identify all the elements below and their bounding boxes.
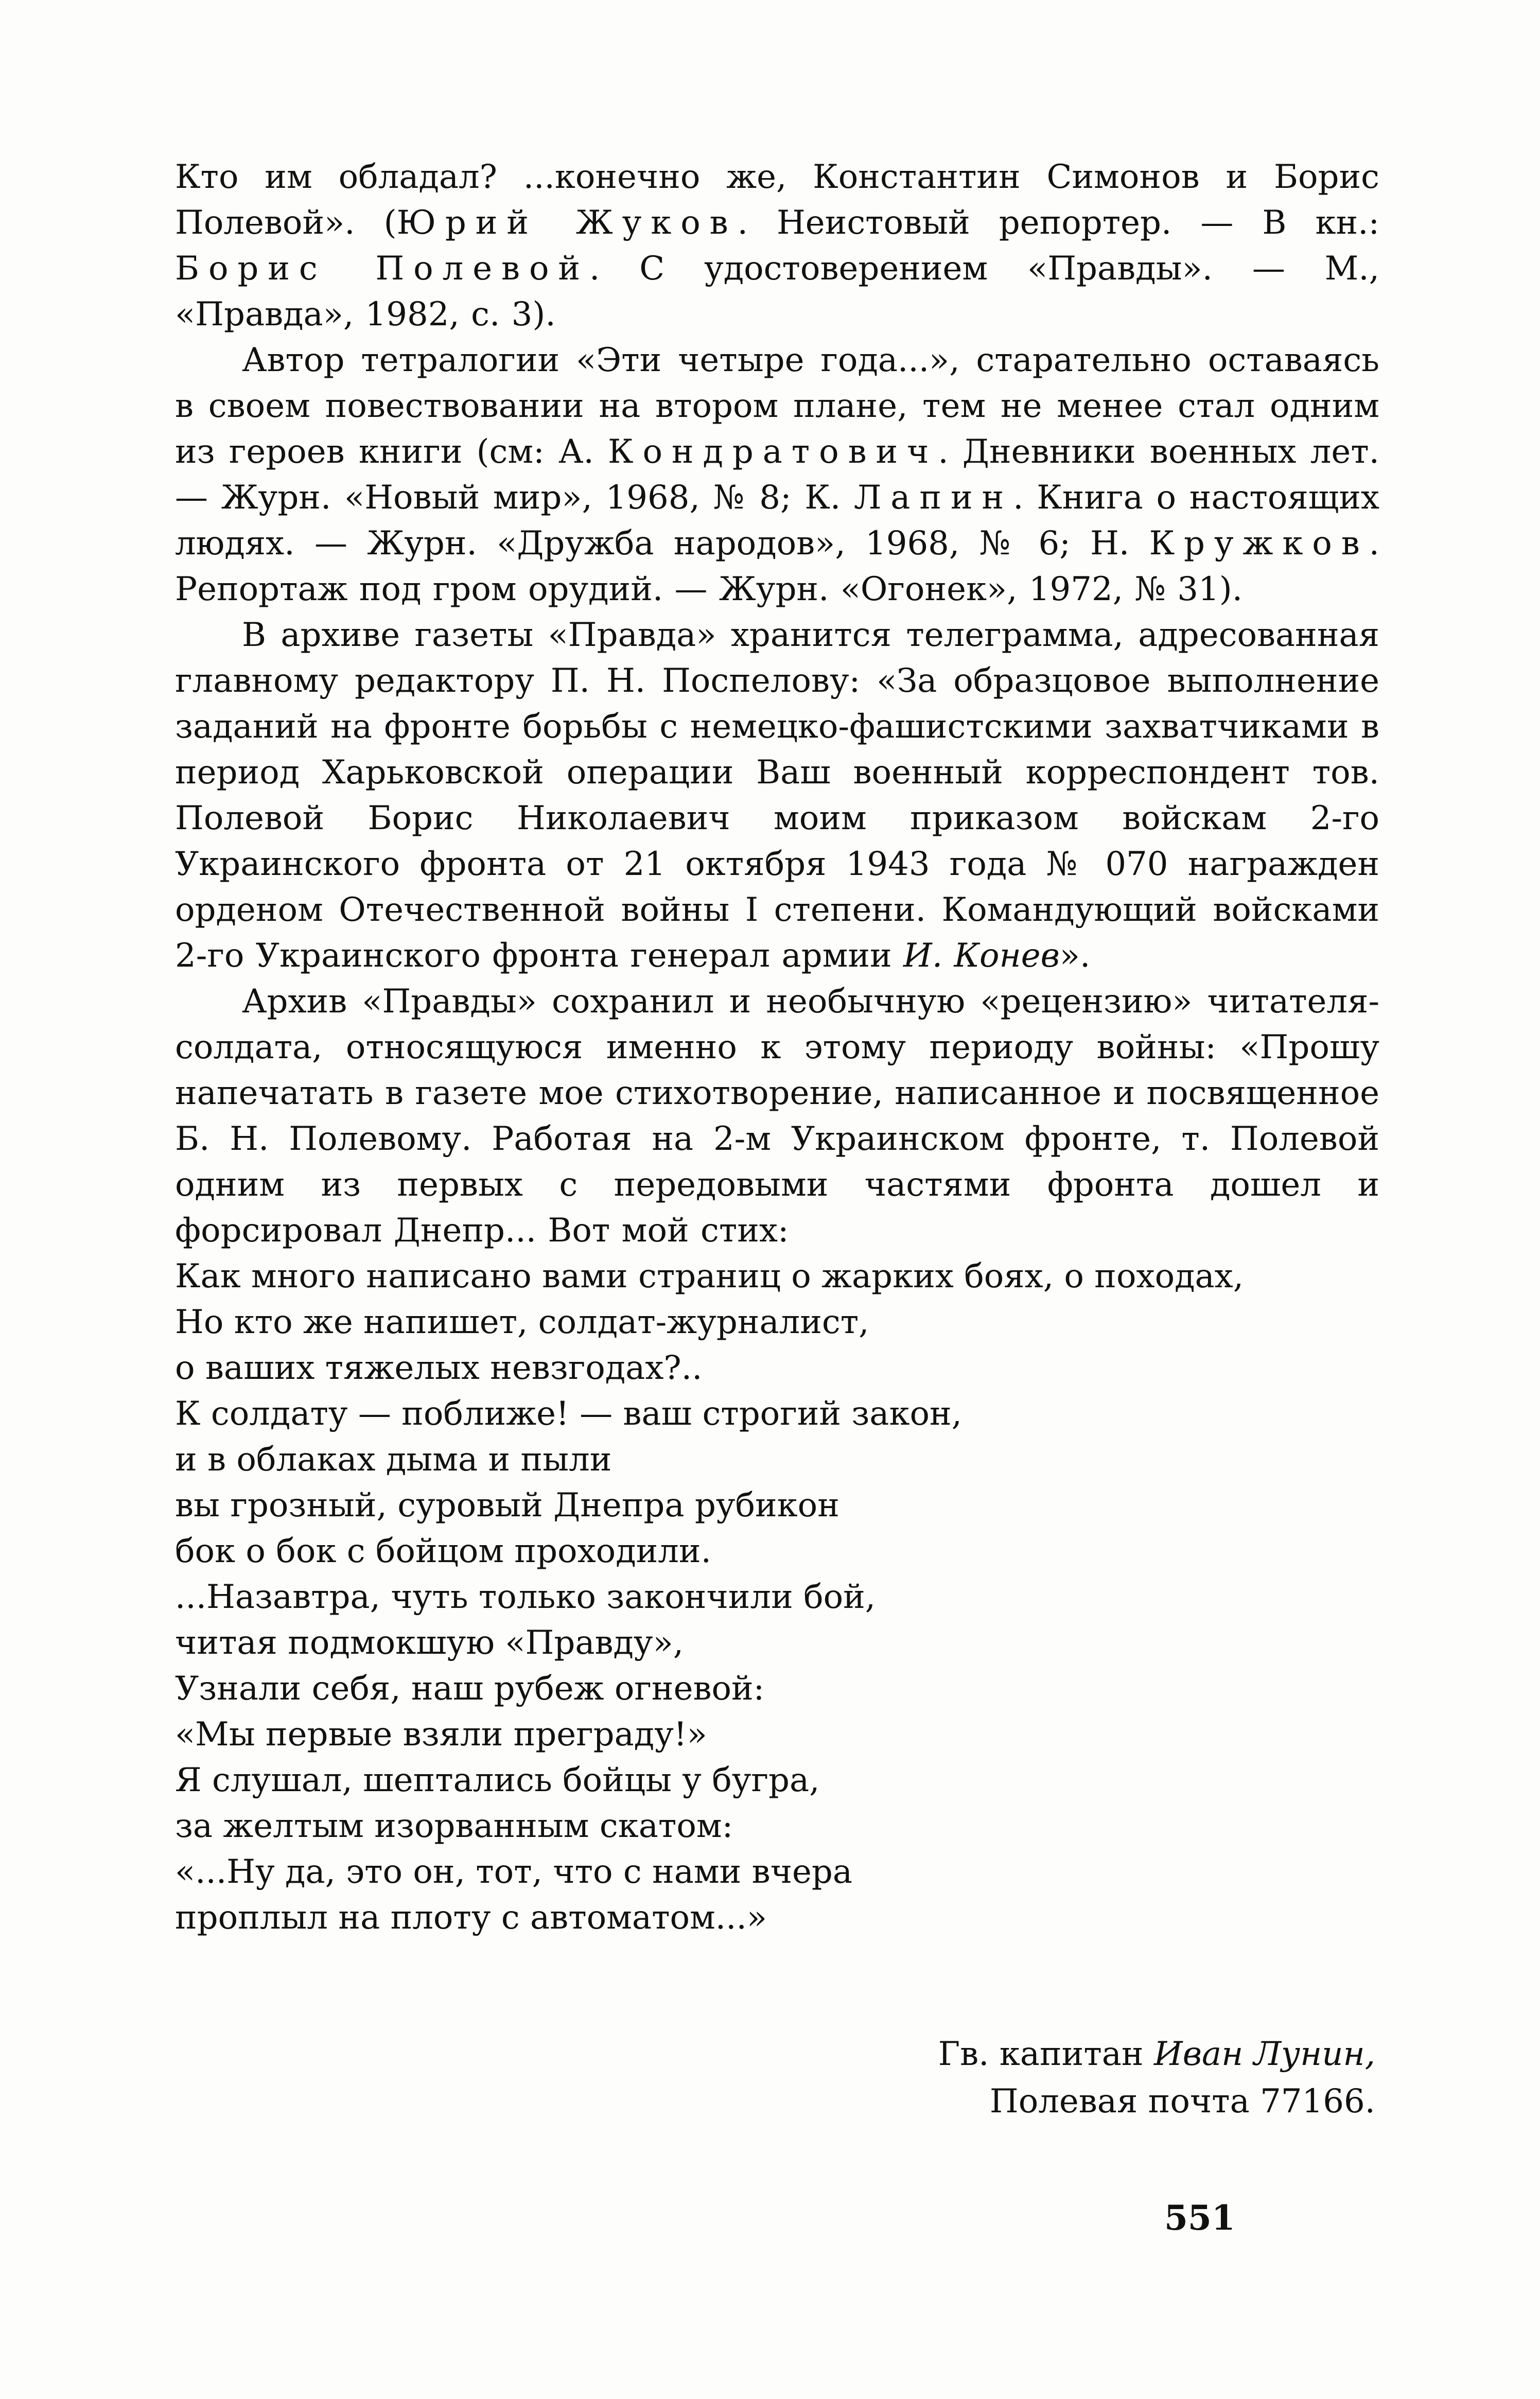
p3-text-a: В архиве газеты «Правда» хранится телеграмма, адресованная главному редактору П. Н. Поспелову: «За образцовое выполнение заданий на фронте борьбы с немецко-фашистскими захватчиками в период Харьковской операции Ваш военный корреспондент тов. Полевой Борис Николаевич моим приказом войскам 2-го Украинского фронта от 21 октября 1943 года № 070 награжден орденом Отечественной войны I степени. Командующий войсками 2-го Украинского фронта генерал армии (175, 616, 1379, 975)
poem-line: Но кто же напишет, солдат-журналист, (175, 1303, 869, 1341)
poem-line: «Мы первые взяли преграду!» (175, 1715, 707, 1754)
p1-text-b: . Неистовый репортер. — В кн.: (737, 204, 1380, 242)
p2-text-c: . Книга о настоящих людях. — Журн. «Дружба народов», 1968, № 6; Н. (175, 479, 1380, 563)
poem-line: и в облаках дыма и пыли (175, 1441, 612, 1479)
main-text (175, 154, 1379, 1941)
poem (175, 1254, 1379, 1941)
p3-signer: И. Конев (903, 937, 1060, 975)
poem-line: Я слушал, шептались бойцы у бугра, (175, 1761, 820, 1799)
poem-line: «...Ну да, это он, тот, что с нами вчера (175, 1853, 852, 1891)
paragraph-2 (175, 338, 1379, 612)
signature-block (938, 2030, 1375, 2125)
p2-text-a: Автор тетралогии «Эти четыре года...», старательно оставаясь в своем повествовании на втором плане, тем не менее стал одним из героев книги (см: А. (175, 341, 1379, 471)
poem-line: Как много написано вами страниц о жарких боях, о походах, (175, 1257, 1244, 1295)
signature-rank: Гв. капитан (938, 2035, 1144, 2073)
p2-text-b: . Дневники военных лет. — Журн. «Новый мир», 1968, № 8; К. (175, 433, 1379, 517)
p1-text-c: . С удостоверением «Правды». — М., «Правда», 1982, с. 3). (175, 250, 1380, 334)
poem-line: за желтым изорванным скатом: (175, 1807, 733, 1845)
signature-name: Иван Лунин, (1153, 2035, 1375, 2073)
p2-name-2: Лапин (853, 479, 1013, 517)
paragraph-3 (175, 612, 1379, 979)
p1-text-a: Кто им обладал? ...конечно же, Константин Симонов и Борис Полевой». ( (175, 158, 1379, 242)
signature-line-1 (938, 2030, 1375, 2078)
p1-author: Юрий Жуков (396, 204, 738, 242)
page-number: 551 (1164, 2198, 1235, 2238)
p2-text-d: . Репортаж под гром орудий. — Журн. «Огонек», 1972, № 31). (175, 524, 1379, 608)
p3-text-b: ». (1059, 937, 1091, 975)
poem-line: вы грозный, суровый Днепра рубикон (175, 1486, 839, 1525)
p1-book-author: Борис Полевой (175, 250, 589, 288)
signature-address: Полевая почта 77166. (989, 2082, 1375, 2121)
poem-line: бок о бок с бойцом проходили. (175, 1532, 711, 1570)
poem-line: К солдату — поближе! — ваш строгий закон, (175, 1395, 962, 1433)
paragraph-1 (175, 154, 1379, 338)
p2-name-1: Кондратович (608, 433, 938, 471)
poem-line: читая подмокшую «Правду», (175, 1624, 684, 1662)
poem-line: ...Назавтра, чуть только закончили бой, (175, 1578, 876, 1616)
poem-line: проплыл на плоту с автоматом...» (175, 1899, 767, 1937)
paragraph-4: Архив «Правды» сохранил и необычную «рецензию» читателя-солдата, относящуюся именно к этому периоду войны: «Прошу напечатать в газете мое стихотворение, написанное и посвященное Б. Н. Полевому. Работая на 2-м Украинском фронте, т. Полевой одним из первых с передовыми частями фронта дошел и форсировал Днепр... Вот мой стих: (175, 983, 1379, 1250)
poem-line: Узнали себя, наш рубеж огневой: (175, 1670, 765, 1708)
p2-name-3: Кружков (1149, 524, 1369, 563)
poem-line: о ваших тяжелых невзгодах?.. (175, 1349, 703, 1387)
